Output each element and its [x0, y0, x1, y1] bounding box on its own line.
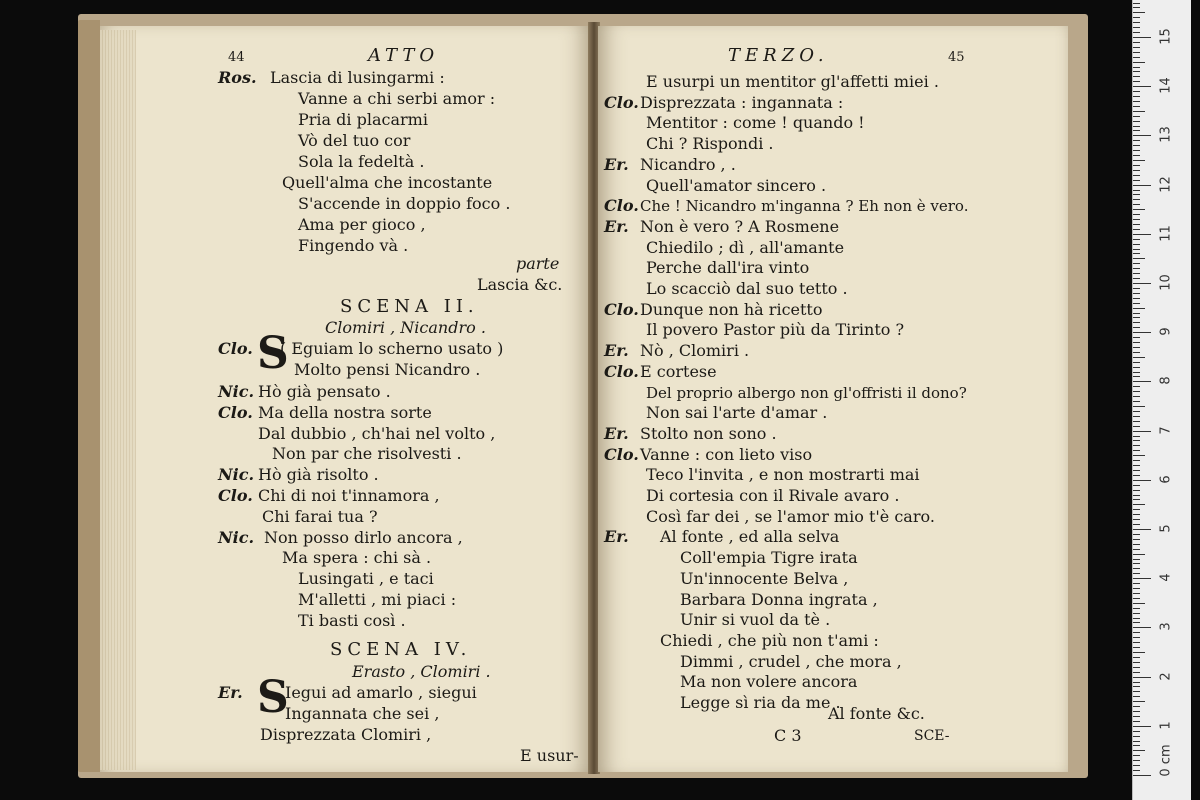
speaker-label: Clo. — [604, 92, 639, 112]
verse-line: Sola la fedeltà . — [298, 152, 425, 171]
ruler-tick — [1133, 426, 1140, 427]
scene-cast: Erasto , Clomiri . — [352, 662, 491, 681]
ruler-tick — [1133, 716, 1140, 717]
verse-line: Lascia di lusingarmi : — [270, 68, 445, 87]
ruler-tick — [1133, 652, 1145, 653]
ruler-tick — [1133, 514, 1140, 515]
verse-line: Al fonte , ed alla selva — [660, 527, 840, 547]
ruler-tick — [1133, 682, 1140, 683]
ruler-tick — [1133, 253, 1140, 254]
stage-direction: parte — [516, 254, 560, 273]
ruler-tick — [1133, 529, 1151, 530]
ruler-tick — [1133, 57, 1140, 58]
exit-line: Al fonte &c. — [828, 704, 925, 723]
verse-line: Disprezzata Clomiri , — [260, 725, 432, 744]
verse-line: Del proprio albergo non gl'offristi il dono? — [646, 383, 967, 402]
ruler-tick — [1133, 317, 1140, 318]
ruler-tick — [1133, 135, 1151, 136]
verse-line: Chi di noi t'innamora , — [258, 486, 440, 505]
speaker-label: Nic. — [218, 527, 255, 547]
signature-mark: C 3 — [774, 726, 802, 745]
ruler-tick — [1133, 504, 1145, 505]
ruler-tick — [1133, 765, 1140, 766]
verse-line: Che ! Nicandro m'inganna ? Eh non è vero. — [640, 197, 969, 216]
ruler-tick — [1133, 662, 1140, 663]
ruler-tick — [1133, 249, 1140, 250]
ruler-tick — [1133, 691, 1140, 692]
ruler-tick — [1133, 308, 1145, 309]
ruler-tick — [1133, 475, 1140, 476]
ruler-tick — [1133, 593, 1140, 594]
verse-line: Dunque non hà ricetto — [640, 299, 823, 319]
ruler-label: 0 cm — [1158, 744, 1174, 777]
ruler-tick — [1133, 490, 1140, 491]
ruler-tick — [1133, 745, 1140, 746]
ruler-tick — [1133, 347, 1140, 348]
ruler-tick — [1133, 563, 1140, 564]
ruler-tick — [1133, 445, 1140, 446]
ruler-tick — [1133, 499, 1140, 500]
drop-cap: S — [257, 328, 289, 379]
verse-line: Chi ? Rispondi . — [646, 134, 774, 154]
ruler-tick — [1133, 175, 1140, 176]
speaker-label: Clo. — [604, 444, 639, 464]
verse-line: Iegui ad amarlo , siegui — [285, 683, 477, 702]
ruler-tick — [1133, 185, 1151, 186]
ruler-tick — [1133, 62, 1145, 63]
ruler-tick — [1133, 485, 1140, 486]
ruler-tick — [1133, 549, 1140, 550]
speaker-label: Clo. — [604, 299, 639, 319]
ruler-tick — [1133, 145, 1140, 146]
ruler-label: 10 — [1158, 274, 1174, 291]
ruler-tick — [1133, 342, 1140, 343]
ruler-label: 12 — [1158, 175, 1174, 193]
ruler-label: 14 — [1158, 77, 1174, 94]
ruler-tick — [1133, 263, 1140, 264]
verse-line: Ma della nostra sorte — [258, 402, 432, 422]
verse-line: Quell'amator sincero . — [646, 175, 827, 195]
verse-line: E usurpi un mentitor gl'affetti miei . — [646, 72, 939, 91]
verse-line: Il povero Pastor più da Tirinto ? — [646, 320, 905, 340]
speaker-label: Er. — [604, 154, 629, 174]
ruler-tick — [1133, 155, 1140, 156]
ruler-tick — [1133, 234, 1151, 235]
speaker-label: Er. — [604, 216, 629, 236]
ruler-tick — [1133, 180, 1140, 181]
speaker-label: Er. — [218, 683, 243, 702]
ruler-label: 2 — [1158, 671, 1174, 681]
ruler-tick — [1133, 106, 1140, 107]
ruler-label: 3 — [1158, 622, 1174, 632]
speaker-label: Clo. — [604, 361, 639, 381]
ruler-tick — [1133, 47, 1140, 48]
verse-line: Lo scacciò dal suo tetto . — [646, 279, 848, 298]
verse-line: Stolto non sono . — [640, 423, 777, 443]
verse-line: Non è vero ? A Rosmene — [640, 216, 840, 236]
verse-line: Disprezzata : ingannata : — [640, 92, 844, 112]
running-head: TERZO. — [728, 45, 829, 66]
verse-line: Barbara Donna ingrata , — [680, 589, 878, 609]
speaker-label: Clo. — [218, 339, 253, 358]
ruler-tick — [1133, 244, 1140, 245]
ruler-tick — [1133, 721, 1140, 722]
ruler-tick — [1133, 214, 1140, 215]
verse-line: Teco l'invita , e non mostrarti mai — [646, 465, 920, 485]
ruler-label: 4 — [1158, 573, 1174, 582]
ruler-tick — [1133, 573, 1140, 574]
ruler-tick — [1133, 150, 1140, 151]
ruler-tick — [1133, 755, 1140, 756]
verse-line: Unir si vuol da tè . — [680, 610, 831, 630]
ruler-tick — [1133, 391, 1140, 392]
ruler-tick — [1133, 170, 1140, 171]
ruler-tick — [1133, 603, 1145, 604]
ruler-tick — [1133, 711, 1140, 712]
ruler-tick — [1133, 436, 1140, 437]
speaker-label: Er. — [604, 527, 629, 547]
speaker-label: Clo. — [218, 402, 253, 422]
ruler-tick — [1133, 190, 1140, 191]
verse-line: Non sai l'arte d'amar . — [646, 403, 828, 423]
ruler-tick — [1133, 386, 1140, 387]
ruler-label: 1 — [1158, 721, 1174, 730]
ruler-tick — [1133, 672, 1140, 673]
ruler-tick — [1133, 204, 1140, 205]
ruler-label: 9 — [1158, 327, 1174, 336]
verse-line: Chiedilo ; dì , all'amante — [646, 237, 845, 257]
verse-line: Chi farai tua ? — [262, 506, 378, 526]
verse-line: Quell'alma che incostante — [282, 173, 493, 192]
ruler-tick — [1133, 278, 1140, 279]
ruler-tick — [1133, 76, 1140, 77]
verse-line: Un'innocente Belva , — [680, 568, 849, 588]
ruler-tick — [1133, 588, 1140, 589]
ruler-tick — [1133, 52, 1140, 53]
verse-line: Vanne : con lieto viso — [640, 444, 813, 464]
ruler-tick — [1133, 3, 1140, 4]
verse-line: Hò già pensato . — [258, 382, 391, 401]
ruler-tick — [1133, 67, 1140, 68]
verse-line: Dimmi , crudel , che mora , — [680, 651, 902, 671]
ruler-tick — [1133, 229, 1140, 230]
ruler-tick — [1133, 352, 1140, 353]
ruler-tick — [1133, 86, 1151, 87]
ruler-tick — [1133, 303, 1140, 304]
speaker-label: Clo. — [604, 196, 639, 216]
drop-cap: S — [257, 672, 289, 723]
verse-line: Lusingati , e taci — [298, 569, 434, 589]
ruler-tick — [1133, 273, 1140, 274]
ruler-tick — [1133, 750, 1145, 751]
cover-edge — [78, 20, 100, 772]
ruler-label: 15 — [1158, 28, 1174, 45]
ruler-tick — [1133, 440, 1140, 441]
ruler-label: 11 — [1158, 225, 1174, 242]
page-number: 45 — [948, 50, 965, 65]
ruler-tick — [1133, 381, 1151, 382]
ruler-label: 5 — [1158, 524, 1174, 533]
ruler-tick — [1133, 322, 1140, 323]
ruler-tick — [1133, 96, 1140, 97]
verse-line: Ma non volere ancora — [680, 672, 858, 692]
ruler-tick — [1133, 578, 1151, 579]
ruler-tick — [1133, 450, 1140, 451]
ruler-tick — [1133, 647, 1140, 648]
ruler-tick — [1133, 657, 1140, 658]
page-number: 44 — [228, 50, 245, 65]
ruler-tick — [1133, 554, 1145, 555]
verse-line: Ti basti così . — [298, 610, 406, 630]
ruler-label: 13 — [1158, 126, 1174, 144]
ruler-tick — [1133, 42, 1140, 43]
ruler-tick — [1133, 568, 1140, 569]
ruler-tick — [1133, 337, 1140, 338]
ruler-tick — [1133, 431, 1151, 432]
ruler-tick — [1133, 637, 1140, 638]
ruler-tick — [1133, 731, 1140, 732]
ruler-tick — [1133, 686, 1140, 687]
speaker-label: Nic. — [218, 465, 255, 485]
ruler-tick — [1133, 199, 1140, 200]
ruler-tick — [1133, 372, 1140, 373]
ruler-tick — [1133, 224, 1140, 225]
ruler-tick — [1133, 367, 1140, 368]
ruler-tick — [1133, 121, 1140, 122]
ruler-tick — [1133, 17, 1140, 18]
ruler-tick — [1133, 12, 1145, 13]
ruler-tick — [1133, 140, 1140, 141]
verse-line: S'accende in doppio foco . — [298, 194, 511, 213]
ruler-tick — [1133, 465, 1140, 466]
speaker-label: Er. — [604, 341, 629, 361]
ruler-tick — [1133, 411, 1140, 412]
ruler-tick — [1133, 160, 1145, 161]
ruler-label: 8 — [1158, 376, 1174, 386]
ruler-tick — [1133, 406, 1145, 407]
ruler-tick — [1133, 632, 1140, 633]
ruler-tick — [1133, 332, 1151, 333]
ruler-tick — [1133, 495, 1140, 496]
ruler-tick — [1133, 559, 1140, 560]
ruler-tick — [1133, 608, 1140, 609]
measurement-ruler — [1132, 0, 1191, 800]
verse-line: Perche dall'ira vinto — [646, 258, 810, 278]
ruler-tick — [1133, 111, 1145, 112]
ruler-tick — [1133, 126, 1140, 127]
ruler-tick — [1133, 480, 1151, 481]
ruler-label: 7 — [1158, 425, 1174, 435]
ruler-tick — [1133, 376, 1140, 377]
ruler-tick — [1133, 677, 1151, 678]
ruler-tick — [1133, 622, 1140, 623]
ruler-tick — [1133, 613, 1140, 614]
ruler-tick — [1133, 741, 1140, 742]
verse-line: Hò già risolto . — [258, 465, 379, 485]
ruler-tick — [1133, 696, 1140, 697]
verse-line: Chiedi , che più non t'ami : — [660, 630, 879, 650]
verse-line: Fingendo và . — [298, 236, 409, 255]
left-page — [100, 26, 590, 772]
ruler-tick — [1133, 22, 1140, 23]
ruler-tick — [1133, 27, 1140, 28]
scene-cast: Clomiri , Nicandro . — [325, 318, 486, 337]
speaker-label: Ros. — [218, 68, 257, 87]
verse-line: Vò del tuo cor — [298, 131, 411, 150]
ruler-tick — [1133, 258, 1145, 259]
page-edges — [100, 30, 136, 770]
verse-line: Mentitor : come ! quando ! — [646, 113, 865, 133]
verse-line: Coll'empia Tigre irata — [680, 548, 858, 568]
ruler-tick — [1133, 209, 1145, 210]
ruler-tick — [1133, 396, 1140, 397]
exit-line: Lascia &c. — [477, 275, 563, 294]
scene-title: SCENA IV. — [330, 639, 472, 660]
ruler-tick — [1133, 298, 1140, 299]
ruler-tick — [1133, 583, 1140, 584]
ruler-tick — [1133, 268, 1140, 269]
ruler-tick — [1133, 239, 1140, 240]
ruler-tick — [1133, 81, 1140, 82]
ruler-tick — [1133, 706, 1140, 707]
ruler-tick — [1133, 165, 1140, 166]
verse-line: ( Eguiam lo scherno usato ) — [280, 339, 504, 358]
speaker-label: Er. — [604, 423, 629, 443]
verse-line: Molto pensi Nicandro . — [294, 360, 481, 379]
speaker-label: Nic. — [218, 382, 255, 401]
catchword: SCE- — [914, 728, 950, 744]
ruler-tick — [1133, 313, 1140, 314]
speaker-label: Clo. — [218, 486, 253, 505]
ruler-tick — [1133, 701, 1145, 702]
ruler-tick — [1133, 194, 1140, 195]
ruler-tick — [1133, 534, 1140, 535]
ruler-tick — [1133, 293, 1140, 294]
verse-line: Di cortesia con il Rivale avaro . — [646, 486, 900, 505]
verse-line: Ma spera : chi sà . — [282, 548, 432, 568]
ruler-tick — [1133, 770, 1140, 771]
ruler-tick — [1133, 618, 1140, 619]
verse-line: M'alletti , mi piaci : — [298, 590, 457, 609]
ruler-tick — [1133, 401, 1140, 402]
verse-line: Ama per gioco , — [298, 215, 426, 234]
verse-line: Vanne a chi serbi amor : — [298, 89, 496, 108]
verse-line: Dal dubbio , ch'hai nel volto , — [258, 423, 496, 443]
ruler-tick — [1133, 32, 1140, 33]
ruler-label: 6 — [1158, 475, 1174, 484]
ruler-tick — [1133, 7, 1140, 8]
ruler-tick — [1133, 642, 1140, 643]
ruler-tick — [1133, 760, 1140, 761]
ruler-tick — [1133, 455, 1145, 456]
ruler-tick — [1133, 327, 1140, 328]
ruler-tick — [1133, 288, 1140, 289]
ruler-tick — [1133, 544, 1140, 545]
ruler-tick — [1133, 362, 1140, 363]
verse-line: Così far dei , se l'amor mio t'è caro. — [646, 506, 935, 526]
ruler-tick — [1133, 71, 1140, 72]
verse-line: Pria di placarmi — [298, 110, 428, 129]
ruler-tick — [1133, 460, 1140, 461]
ruler-tick — [1133, 357, 1145, 358]
ruler-tick — [1133, 421, 1140, 422]
ruler-tick — [1133, 736, 1140, 737]
ruler-tick — [1133, 509, 1140, 510]
running-head: ATTO — [368, 45, 440, 66]
ruler-tick — [1133, 667, 1140, 668]
ruler-tick — [1133, 627, 1151, 628]
ruler-tick — [1133, 598, 1140, 599]
ruler-tick — [1133, 130, 1140, 131]
verse-line: E cortese — [640, 361, 717, 381]
ruler-tick — [1133, 37, 1151, 38]
verse-line: Ingannata che sei , — [285, 704, 440, 723]
ruler-tick — [1133, 219, 1140, 220]
catchword: E usur- — [520, 746, 579, 765]
ruler-tick — [1133, 524, 1140, 525]
ruler-tick — [1133, 116, 1140, 117]
ruler-tick — [1133, 91, 1140, 92]
verse-line: Nò , Clomiri . — [640, 341, 750, 361]
verse-line: Legge sì ria da me . — [680, 693, 841, 712]
ruler-tick — [1133, 775, 1151, 776]
ruler-tick — [1133, 101, 1140, 102]
verse-line: Nicandro , . — [640, 154, 736, 174]
ruler-tick — [1133, 726, 1151, 727]
right-page — [598, 26, 1068, 772]
ruler-tick — [1133, 283, 1151, 284]
ruler-tick — [1133, 539, 1140, 540]
ruler-tick — [1133, 416, 1140, 417]
ruler-tick — [1133, 519, 1140, 520]
ruler-tick — [1133, 470, 1140, 471]
verse-line: Non posso dirlo ancora , — [264, 527, 463, 547]
verse-line: Non par che risolvesti . — [272, 444, 462, 464]
scene-title: SCENA II. — [340, 296, 479, 317]
